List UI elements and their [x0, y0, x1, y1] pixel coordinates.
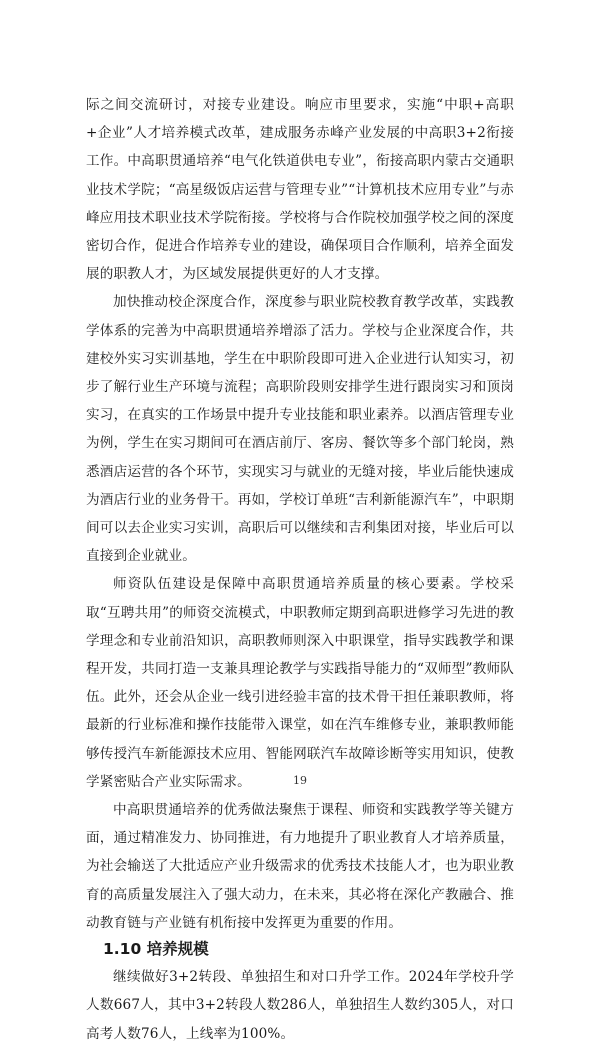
page-number: 19	[293, 774, 307, 787]
document-body	[86, 91, 514, 1048]
paragraph-summary: 中高职贯通培养的优秀做法聚焦于课程、师资和实践教学等关键方面，通过精准发力、协同推进，有力地提升了职业教育人才培养质量，为社会输送了大批适应产业升级需求的优秀技术技能人才，也为职业教育的高质量发展注入了强大动力，在未来，其必将在深化产教融合、推动教育链与产业链有机衔接中发挥更为重要的作用。	[86, 802, 514, 931]
paragraph-school-enterprise: 加快推动校企深度合作，深度参与职业院校教育教学改革，实践教学体系的完善为中高职贯通培养增添了活力。学校与企业深度合作，共建校外实习实训基地，学生在中职阶段即可进入企业进行认知实习，初步了解行业生产环境与流程；高职阶段则安排学生进行跟岗实习和顶岗实习，在真实的工作场景中提升专业技能和职业素养。以酒店管理专业为例，学生在实习期间可在酒店前厅、客房、餐饮等多个部门轮岗，熟悉酒店运营的各个环节，实现实习与就业的无缝对接，毕业后能快速成为酒店行业的业务骨干。再如，学校订单班“吉利新能源汽车”，中职期间可以去企业实习实训，高职后可以继续和吉利集团对接，毕业后可以直接到企业就业。	[86, 294, 514, 565]
section-title: 1.10 培养规模	[103, 940, 209, 959]
paragraph-continuation: 际之间交流研讨，对接专业建设。响应市里要求，实施“中职+高职+企业”人才培养模式改革，建成服务赤峰产业发展的中高职3+2衔接工作。中高职贯通培养“电气化铁道供电专业”，衔接高职内蒙古交通职业技术学院；“高星级饭店运营与管理专业”“计算机技术应用专业”与赤峰应用技术职业技术学院衔接。学校将与合作院校加强学校之间的深度密切合作，促进合作培养专业的建设，确保项目合作顺利，培养全面发展的职教人才，为区域发展提供更好的人才支撑。	[86, 97, 514, 283]
paragraph-training-scale: 继续做好3+2转段、单独招生和对口升学工作。2024年学校升学人数667人，其中3+2转段人数286人，单独招生人数约305人，对口高考人数76人，上线率为100%。	[86, 969, 514, 1042]
paragraph-teaching-staff: 师资队伍建设是保障中高职贯通培养质量的核心要素。学校采取“互聘共用”的师资交流模式，中职教师定期到高职进修学习先进的教学理念和专业前沿知识，高职教师则深入中职课堂，指导实践教学和课程开发，共同打造一支兼具理论教学与实践指导能力的“双师型”教师队伍。此外，还会从企业一线引进经验丰富的技术骨干担任兼职教师，将最新的行业标准和操作技能带入课堂，如在汽车维修专业，兼职教师能够传授汽车新能源技术应用、智能网联汽车故障诊断等实用知识，使教学紧密贴合产业实际需求。	[86, 576, 514, 790]
